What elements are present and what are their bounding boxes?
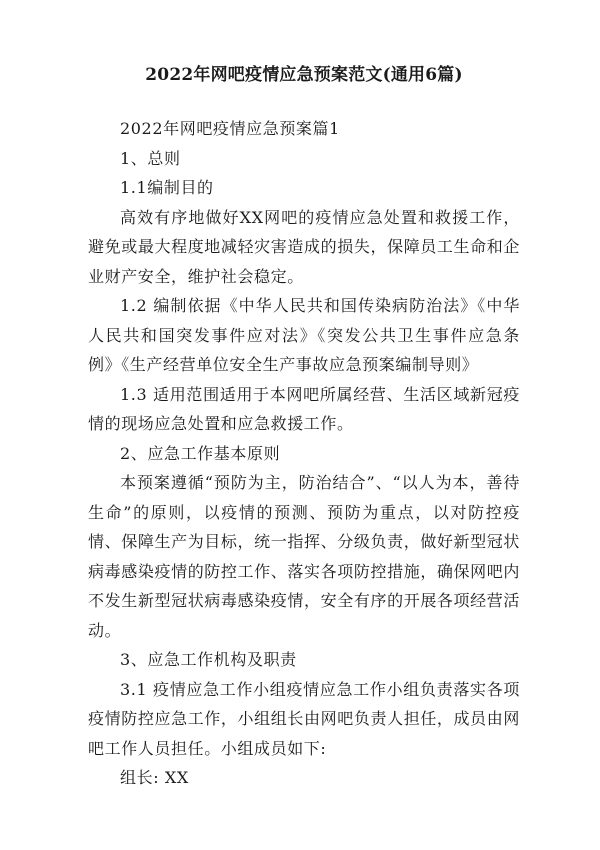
document-page xyxy=(88,62,520,793)
section-heading: 2022年网吧疫情应急预案篇1 xyxy=(120,119,340,138)
paragraph-principles: 本预案遵循“预防为主，防治结合”、“以人为本，善待生命”的原则，以疫情的预测、预防为重点，以对防控疫情、保障生产为目标，统一指挥、分级负责，做好新型冠状病毒感染疫情的防控工作、落实各项防控措施，确保网吧内不发生新型冠状病毒感染疫情，安全有序的开展各项经营活动。 xyxy=(88,473,520,640)
subheading-purpose: 1.1编制目的 xyxy=(120,178,214,197)
paragraph-purpose: 高效有序地做好XX网吧的疫情应急处置和救援工作，避免或最大程度地减轻灾害造成的损失，保障员工生命和企业财产安全，维护社会稳定。 xyxy=(88,207,520,286)
paragraph-scope: 1.3 适用范围适用于本网吧所属经营、生活区域新冠疫情的现场应急处置和应急救援工作。 xyxy=(88,384,520,433)
paragraph-basis: 1.2 编制依据《中华人民共和国传染病防治法》《中华人民共和国突发事件应对法》《突发公共卫生事件应急条例》《生产经营单位安全生产事故应急预案编制导则》 xyxy=(88,296,520,374)
chapter-heading-principles: 2、应急工作基本原则 xyxy=(120,443,281,463)
chapter-heading-general: 1、总则 xyxy=(120,148,181,168)
chapter-heading-organization: 3、应急工作机构及职责 xyxy=(120,650,297,669)
document-title: 2022年网吧疫情应急预案范文(通用6篇) xyxy=(145,65,463,85)
paragraph-working-group: 3.1 疫情应急工作小组疫情应急工作小组负责落实各项疫情防控应急工作，小组组长由网吧负责人担任，成员由网吧工作人员担任。小组成员如下: xyxy=(88,679,520,758)
paragraph-group-leader: 组长: XX xyxy=(120,768,189,787)
